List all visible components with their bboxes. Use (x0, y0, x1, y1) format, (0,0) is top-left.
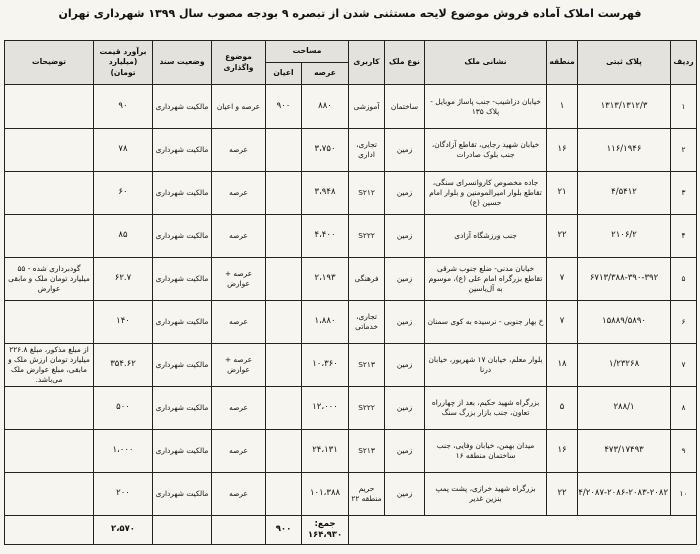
district-cell: ۲۲ (547, 215, 578, 258)
arse-cell: ۱۲،۰۰۰ (302, 387, 349, 430)
price-cell: ۵۰۰ (94, 387, 153, 430)
header-area: مساحت (266, 41, 349, 63)
table-row (5, 85, 697, 129)
district-cell: ۷ (547, 301, 578, 344)
ayan-cell (266, 473, 302, 516)
doc-cell: مالکیت شهرداری (153, 258, 212, 301)
notes-cell (5, 387, 94, 430)
table-row (5, 473, 697, 516)
district-cell: ۵ (547, 387, 578, 430)
type-cell: زمین (385, 172, 425, 215)
arse-cell: ۲،۱۹۳ (302, 258, 349, 301)
notes-cell (5, 301, 94, 344)
plak-cell: ۴۷۳/۱۷۴۹۳ (578, 430, 671, 473)
usage-cell: حریم منطقه ۲۲ (349, 473, 385, 516)
header-notes: توضیحات (5, 41, 94, 85)
transfer-cell: عرصه (212, 215, 266, 258)
table-row (5, 344, 697, 387)
header-row-number: ردیف (671, 41, 697, 85)
header-doc: وضعیت سند (153, 41, 212, 85)
address-cell: خیابان مدنی- ضلع جنوب شرقی تقاطع بزرگراه امام علی (ع)، موسوم به آل‌یاسین (425, 258, 547, 301)
row-number: ۶ (671, 301, 697, 344)
address-cell: خ بهار جنوبی - نرسیده به کوی سمنان (425, 301, 547, 344)
type-cell: زمین (385, 215, 425, 258)
transfer-cell: عرصه (212, 387, 266, 430)
document-title: فهرست املاک آماده فروش موضوع لایحه مستثنی شدن از تبصره ۹ بودجه مصوب سال ۱۳۹۹ شهرداری تهران (58, 7, 642, 20)
address-cell: بلوار معلم، خیابان ۱۷ شهریور، خیابان درنا (425, 344, 547, 387)
price-cell: ۷۸ (94, 129, 153, 172)
plak-cell: ۴/۵۴۱۲ (578, 172, 671, 215)
arse-cell: ۱۰۱،۳۸۸ (302, 473, 349, 516)
table-row (5, 430, 697, 473)
table-body (5, 85, 697, 516)
table-row (5, 258, 697, 301)
transfer-cell: عرصه (212, 129, 266, 172)
header-price: برآورد قیمت (میلیارد تومان) (94, 41, 153, 85)
ayan-cell (266, 344, 302, 387)
ayan-cell (266, 387, 302, 430)
type-cell: زمین (385, 430, 425, 473)
usage-cell: S۲۱۳ (349, 430, 385, 473)
doc-cell: مالکیت شهرداری (153, 172, 212, 215)
notes-cell (5, 215, 94, 258)
address-cell: جاده مخصوص کاروانسرای سنگی، تقاطع بلوار امیرالمومنین و بلوار امام حسین (ع) (425, 172, 547, 215)
arse-cell: ۸۸۰ (302, 85, 349, 129)
plak-cell: ۲۸۸/۱ (578, 387, 671, 430)
ayan-cell (266, 215, 302, 258)
address-cell: خیابان دزاشیب- جنب پاساژ موبایل - پلاک ۱۳۵ (425, 85, 547, 129)
type-cell: ساختمان (385, 85, 425, 129)
address-cell: بزرگراه شهید خرازی، پشت پمپ بنزین غدیر (425, 473, 547, 516)
plak-cell: ۲۱۰۶/۲ (578, 215, 671, 258)
district-cell: ۱۶ (547, 129, 578, 172)
doc-cell: مالکیت شهرداری (153, 85, 212, 129)
district-cell: ۱۶ (547, 430, 578, 473)
type-cell: زمین (385, 301, 425, 344)
notes-cell: گودبرداری شده - ۵۵ میلیارد تومان ملک و مابقی عوارض (5, 258, 94, 301)
price-cell: ۲۰۰ (94, 473, 153, 516)
usage-cell: تجاری، اداری (349, 129, 385, 172)
arse-cell: ۲۴،۱۳۱ (302, 430, 349, 473)
ayan-cell: ۹۰۰ (266, 85, 302, 129)
doc-cell: مالکیت شهرداری (153, 387, 212, 430)
transfer-cell: عرصه و اعیان (212, 85, 266, 129)
notes-cell (5, 430, 94, 473)
type-cell: زمین (385, 387, 425, 430)
address-cell: بزرگراه شهید حکیم، بعد از چهارراه تعاون، جنب بازار بزرگ سنگ (425, 387, 547, 430)
header-row (5, 41, 697, 63)
address-cell: خیابان شهید رجایی، تقاطع آزادگان، جنب بلوک صادرات (425, 129, 547, 172)
price-cell: ۱،۰۰۰ (94, 430, 153, 473)
price-cell: ۹۰ (94, 85, 153, 129)
usage-cell: تجاری، خدماتی (349, 301, 385, 344)
transfer-cell: عرصه (212, 473, 266, 516)
total-row (5, 516, 697, 545)
price-cell: ۶۲.۷ (94, 258, 153, 301)
ayan-cell (266, 129, 302, 172)
transfer-cell: عرصه (212, 430, 266, 473)
arse-cell: ۴،۴۰۰ (302, 215, 349, 258)
row-number: ۱ (671, 85, 697, 129)
total-arse (302, 516, 349, 545)
table-row (5, 215, 697, 258)
district-cell: ۱ (547, 85, 578, 129)
row-number: ۸ (671, 387, 697, 430)
row-number: ۹ (671, 430, 697, 473)
doc-cell: مالکیت شهرداری (153, 301, 212, 344)
transfer-cell: عرصه + عوارض (212, 344, 266, 387)
table-row (5, 301, 697, 344)
plak-cell: ۱/۲۳۲۶۸ (578, 344, 671, 387)
total-empty-doc (153, 516, 212, 545)
total-ayan: ۹۰۰ (266, 516, 302, 545)
price-cell: ۳۵۴.۶۲ (94, 344, 153, 387)
total-label: جمع: (314, 518, 336, 529)
district-cell: ۲۲ (547, 473, 578, 516)
type-cell: زمین (385, 258, 425, 301)
doc-cell: مالکیت شهرداری (153, 344, 212, 387)
transfer-cell: عرصه + عوارض (212, 258, 266, 301)
table-row (5, 387, 697, 430)
properties-table (4, 40, 697, 545)
row-number: ۳ (671, 172, 697, 215)
address-cell: میدان بهمن، خیابان وفایی، جنب ساختمان منطقه ۱۶ (425, 430, 547, 473)
header-transfer: موضوع واگذاری (212, 41, 266, 85)
notes-cell (5, 85, 94, 129)
district-cell: ۱۸ (547, 344, 578, 387)
plak-cell: ۶۷۱۳/۳۸۸-۳۹۰-۳۹۲ (578, 258, 671, 301)
transfer-cell: عرصه (212, 172, 266, 215)
address-cell: جنب ورزشگاه آزادی (425, 215, 547, 258)
total-empty-transfer (212, 516, 266, 545)
doc-cell: مالکیت شهرداری (153, 129, 212, 172)
usage-cell: آموزشی (349, 85, 385, 129)
notes-cell (5, 473, 94, 516)
header-type: نوع ملک (385, 41, 425, 85)
ayan-cell (266, 172, 302, 215)
row-number: ۱۰ (671, 473, 697, 516)
ayan-cell (266, 430, 302, 473)
district-cell: ۲۱ (547, 172, 578, 215)
usage-cell: S۲۲۲ (349, 387, 385, 430)
total-price: ۲،۵۷۰ (94, 516, 153, 545)
total-arse-value: ۱۶۴،۹۳۰ (307, 530, 343, 540)
usage-cell: S۲۱۳ (349, 344, 385, 387)
plak-cell: ۱۳۱۳/۱۳۱۲/۳ (578, 85, 671, 129)
header-district: منطقه (547, 41, 578, 85)
notes-cell: از مبلغ مذکور، مبلغ ۲۲۶.۸ میلیارد تومان ارزش ملک و مابقی، مبلغ عوارض ملک می‌باشد. (5, 344, 94, 387)
type-cell: زمین (385, 129, 425, 172)
row-number: ۷ (671, 344, 697, 387)
plak-cell: ۴/۲۰۸۷-۲۰۸۶-۲۰۸۳-۲۰۸۲ (578, 473, 671, 516)
transfer-cell: عرصه (212, 301, 266, 344)
row-number: ۲ (671, 129, 697, 172)
header-address: نشانی ملک (425, 41, 547, 85)
price-cell: ۸۵ (94, 215, 153, 258)
usage-cell: فرهنگی (349, 258, 385, 301)
plak-cell: ۱۱۶/۱۹۴۶ (578, 129, 671, 172)
doc-cell: مالکیت شهرداری (153, 473, 212, 516)
total-spacer (349, 516, 697, 545)
notes-cell (5, 172, 94, 215)
type-cell: زمین (385, 344, 425, 387)
row-number: ۵ (671, 258, 697, 301)
arse-cell: ۱۰،۳۶۰ (302, 344, 349, 387)
header-plak: پلاک ثبتی (578, 41, 671, 85)
type-cell: زمین (385, 473, 425, 516)
usage-cell: S۲۲۲ (349, 215, 385, 258)
doc-cell: مالکیت شهرداری (153, 215, 212, 258)
table-row (5, 129, 697, 172)
header-arse: عرصه (302, 63, 349, 85)
total-empty-notes (5, 516, 94, 545)
usage-cell: S۲۱۲ (349, 172, 385, 215)
notes-cell (5, 129, 94, 172)
price-cell: ۱۴۰ (94, 301, 153, 344)
arse-cell: ۳،۹۴۸ (302, 172, 349, 215)
arse-cell: ۱،۸۸۰ (302, 301, 349, 344)
plak-cell: ۱۵۸۸۹/۵۸۹۰ (578, 301, 671, 344)
row-number: ۴ (671, 215, 697, 258)
district-cell: ۷ (547, 258, 578, 301)
header-usage: کاربری (349, 41, 385, 85)
doc-cell: مالکیت شهرداری (153, 430, 212, 473)
table-row (5, 172, 697, 215)
ayan-cell (266, 258, 302, 301)
header-ayan: اعیان (266, 63, 302, 85)
price-cell: ۶۰ (94, 172, 153, 215)
arse-cell: ۳،۷۵۰ (302, 129, 349, 172)
ayan-cell (266, 301, 302, 344)
